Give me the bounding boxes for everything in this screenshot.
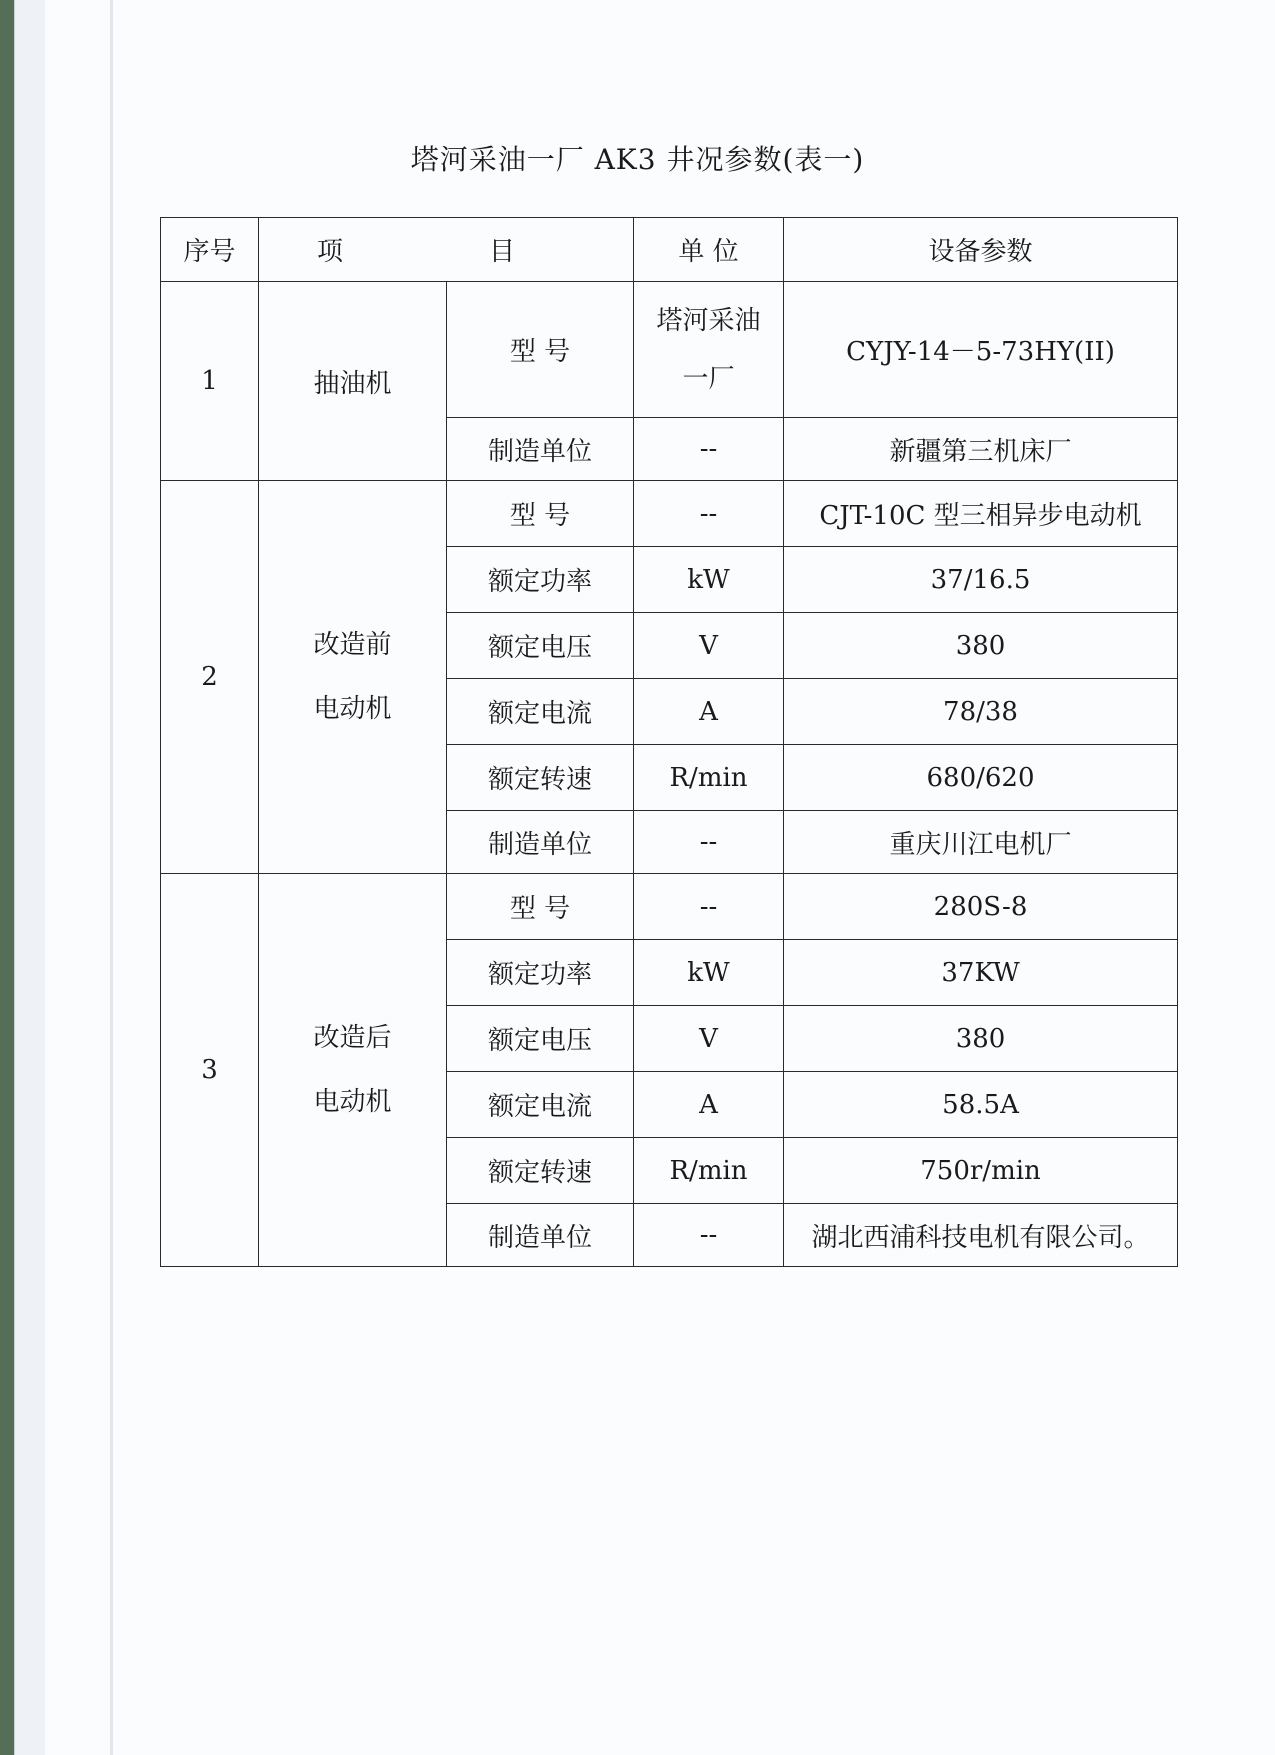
param-cell: 重庆川江电机厂 bbox=[784, 811, 1178, 874]
param-cell: 新疆第三机床厂 bbox=[784, 418, 1178, 481]
param-cell: CJT-10C 型三相异步电动机 bbox=[784, 481, 1178, 547]
item-cell: 型 号 bbox=[447, 481, 634, 547]
unit-cell: -- bbox=[634, 811, 784, 874]
group-name bbox=[259, 481, 447, 874]
item-cell: 型 号 bbox=[447, 282, 634, 418]
unit-text: 塔河采油一厂 bbox=[656, 305, 761, 394]
param-cell: 78/38 bbox=[784, 679, 1178, 745]
item-cell: 制造单位 bbox=[447, 418, 634, 481]
param-cell: 750r/min bbox=[784, 1138, 1178, 1204]
group-name-line: 改造前 bbox=[313, 630, 392, 660]
table-row bbox=[161, 874, 1178, 940]
item-cell: 型 号 bbox=[447, 874, 634, 940]
item-cell: 制造单位 bbox=[447, 1204, 634, 1267]
param-cell: 37/16.5 bbox=[784, 547, 1178, 613]
document-title: 塔河采油一厂 AK3 井况参数(表一) bbox=[410, 143, 865, 176]
param-cell: 380 bbox=[784, 1006, 1178, 1072]
param-cell: 湖北西浦科技电机有限公司。 bbox=[784, 1204, 1178, 1267]
table-header-row bbox=[161, 218, 1178, 282]
well-parameter-table bbox=[160, 217, 1178, 1267]
unit-cell: -- bbox=[634, 874, 784, 940]
header-unit: 单 位 bbox=[634, 218, 784, 282]
group-name-line: 抽油机 bbox=[313, 368, 392, 399]
group-seq: 2 bbox=[161, 481, 259, 874]
unit-cell: A bbox=[634, 1072, 784, 1138]
scan-binding-edge bbox=[0, 0, 14, 1755]
unit-cell: R/min bbox=[634, 745, 784, 811]
param-cell: 58.5A bbox=[784, 1072, 1178, 1138]
item-cell: 额定电流 bbox=[447, 679, 634, 745]
unit-cell: -- bbox=[634, 1204, 784, 1267]
header-seq: 序号 bbox=[161, 218, 259, 282]
group-name-line: 电动机 bbox=[313, 694, 392, 724]
param-cell: 680/620 bbox=[784, 745, 1178, 811]
header-param: 设备参数 bbox=[784, 218, 1178, 282]
table-row bbox=[161, 481, 1178, 547]
item-cell: 额定电流 bbox=[447, 1072, 634, 1138]
param-cell: CYJY-14－5-73HY(II) bbox=[784, 282, 1178, 418]
unit-cell: -- bbox=[634, 481, 784, 547]
table-row bbox=[161, 282, 1178, 418]
group-seq: 3 bbox=[161, 874, 259, 1267]
unit-cell: kW bbox=[634, 547, 784, 613]
unit-cell bbox=[634, 282, 784, 418]
unit-cell: V bbox=[634, 613, 784, 679]
item-cell: 额定功率 bbox=[447, 547, 634, 613]
item-cell: 额定转速 bbox=[447, 1138, 634, 1204]
item-cell: 额定转速 bbox=[447, 745, 634, 811]
group-name-line: 电动机 bbox=[313, 1087, 392, 1117]
item-cell: 额定电压 bbox=[447, 1006, 634, 1072]
header-item: 项 目 bbox=[259, 218, 634, 282]
unit-cell: -- bbox=[634, 418, 784, 481]
scan-page-edge bbox=[14, 0, 45, 1755]
group-name bbox=[259, 874, 447, 1267]
scan-fold-line bbox=[110, 0, 113, 1755]
unit-cell: A bbox=[634, 679, 784, 745]
item-cell: 额定功率 bbox=[447, 940, 634, 1006]
group-name bbox=[259, 282, 447, 481]
param-cell: 280S-8 bbox=[784, 874, 1178, 940]
group-seq: 1 bbox=[161, 282, 259, 481]
unit-cell: kW bbox=[634, 940, 784, 1006]
item-cell: 制造单位 bbox=[447, 811, 634, 874]
unit-cell: R/min bbox=[634, 1138, 784, 1204]
unit-cell: V bbox=[634, 1006, 784, 1072]
item-cell: 额定电压 bbox=[447, 613, 634, 679]
param-cell: 380 bbox=[784, 613, 1178, 679]
group-name-line: 改造后 bbox=[313, 1023, 392, 1053]
param-cell: 37KW bbox=[784, 940, 1178, 1006]
